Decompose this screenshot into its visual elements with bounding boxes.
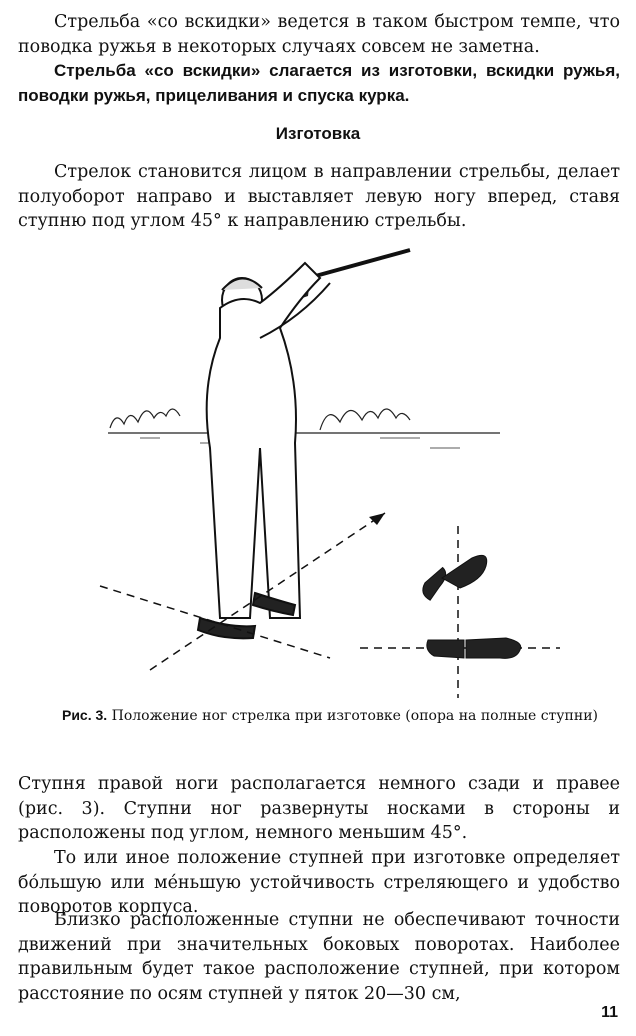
shooter-figure — [198, 263, 330, 638]
paragraph-components: Стрельба «со вскидки» слагается из изготовки, вскидки ружья, поводки ружья, прицеливания и спуска курка. — [18, 61, 620, 105]
caption-text: Положение ног стрелка при изготовке (опора на полные ступни) — [111, 708, 598, 724]
background-landscape — [108, 409, 500, 448]
left-footprint-heel — [419, 567, 449, 601]
paragraph-stability: То или иное положение ступней при изготовке определяет бо́льшую или ме́ньшую устойчивость стреляющего и удобство поворотов корпуса. — [18, 848, 620, 917]
right-footprint-toe — [466, 638, 521, 658]
caption-label: Рис. 3. — [61, 707, 108, 723]
right-footprint-heel — [427, 640, 464, 658]
figure-caption — [60, 706, 600, 726]
direction-lines — [100, 513, 560, 698]
section-title: Изготовка — [275, 124, 361, 143]
footprint-diagram — [419, 555, 520, 658]
left-footprint-toe — [442, 555, 487, 588]
shooting-direction-arrow — [369, 513, 385, 525]
paragraph-stance: Стрелок становится лицом в направлении стрельбы, делает полуоборот направо и выставляет левую ногу вперед, ставя ступню под углом 45° к направлению стрельбы. — [18, 162, 620, 231]
paragraph-foot-distance: Близко расположенные ступни не обеспечивают точности движений при значительных боковых поворотах. Наиболее правильным будет такое расположение ступней, при котором расстояние по осям ступней у пяток 20—30 см, — [18, 910, 620, 1004]
page-number: 11 — [601, 1004, 618, 1021]
paragraph-right-foot: Ступня правой ноги располагается немного сзади и правее (рис. 3). Ступни ног развернуты носками в стороны и расположены под углом, немного меньшим 45°. — [18, 774, 620, 843]
paragraph-intro-tempo: Стрельба «со вскидки» ведется в таком быстром темпе, что поводка ружья в некоторых случаях совсем не заметна. — [18, 12, 620, 57]
shooter-illustration — [80, 238, 580, 708]
figure-shooter-stance — [80, 238, 580, 708]
